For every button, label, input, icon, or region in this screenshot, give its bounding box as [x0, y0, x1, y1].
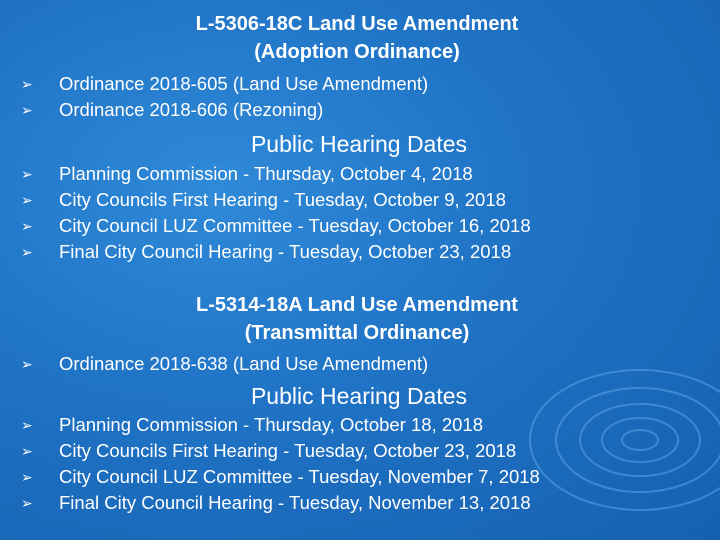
arrowhead-bullet-icon: ➢ — [21, 192, 33, 208]
hearing-text: Final City Council Hearing - Tuesday, November 13, 2018 — [59, 492, 531, 513]
hearing-text: City Council LUZ Committee - Tuesday, November 7, 2018 — [59, 466, 540, 487]
arrowhead-bullet-icon: ➢ — [21, 76, 33, 92]
arrowhead-bullet-icon: ➢ — [21, 443, 33, 459]
hearing-text: Planning Commission - Thursday, October 4, 2018 — [59, 163, 473, 184]
section1-hearings-heading: Public Hearing Dates — [250, 131, 468, 157]
section2-title-line2: (Transmittal Ordinance) — [244, 322, 470, 344]
hearing-text: Final City Council Hearing - Tuesday, October 23, 2018 — [59, 241, 512, 262]
section2-hearings-heading: Public Hearing Dates — [250, 383, 468, 409]
ordinance-text: Ordinance 2018-606 (Rezoning) — [59, 99, 324, 120]
arrowhead-bullet-icon: ➢ — [21, 166, 33, 182]
hearing-text: Planning Commission - Thursday, October 18, 2018 — [59, 414, 484, 435]
arrowhead-bullet-icon: ➢ — [21, 495, 33, 511]
hearing-text: City Council LUZ Committee - Tuesday, October 16, 2018 — [59, 215, 531, 236]
ordinance-text: Ordinance 2018-605 (Land Use Amendment) — [59, 73, 429, 94]
section2-title-line1: L-5314-18A Land Use Amendment — [196, 294, 518, 316]
arrowhead-bullet-icon: ➢ — [21, 218, 33, 234]
ordinance-text: Ordinance 2018-638 (Land Use Amendment) — [59, 353, 429, 374]
section1-title-line2: (Adoption Ordinance) — [254, 41, 460, 63]
arrowhead-bullet-icon: ➢ — [21, 102, 33, 118]
arrowhead-bullet-icon: ➢ — [21, 244, 33, 260]
arrowhead-bullet-icon: ➢ — [21, 417, 33, 433]
arrowhead-bullet-icon: ➢ — [21, 469, 33, 485]
arrowhead-bullet-icon: ➢ — [21, 356, 33, 372]
hearing-text: City Councils First Hearing - Tuesday, October 23, 2018 — [59, 440, 517, 461]
hearing-text: City Councils First Hearing - Tuesday, October 9, 2018 — [59, 189, 506, 210]
section1-title-line1: L-5306-18C Land Use Amendment — [195, 13, 519, 35]
